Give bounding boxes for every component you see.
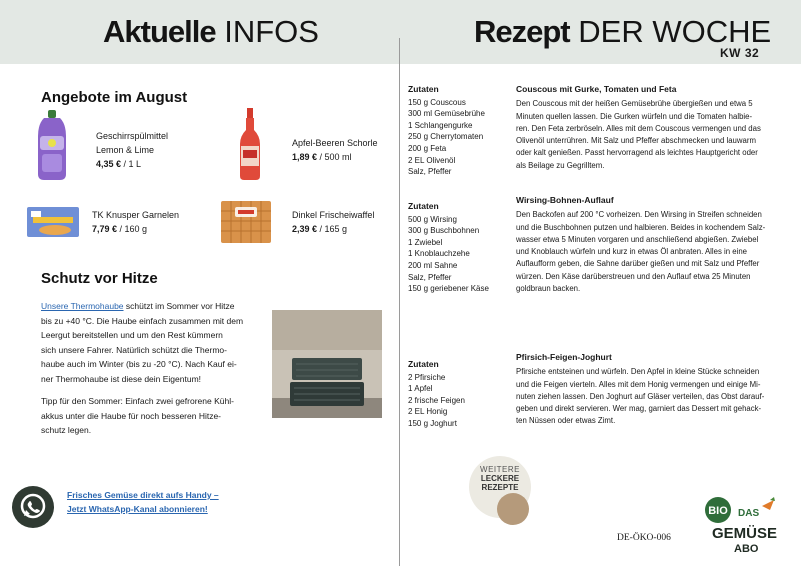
more-recipes-photo bbox=[497, 493, 529, 525]
ingredients-list: Zutaten 2 Pfirsiche 1 Apfel 2 frische Feigen 2 EL Honig 150 g Joghurt bbox=[408, 359, 465, 428]
das-gemuese-abo-logo bbox=[704, 496, 786, 556]
heat-title: Schutz vor Hitze bbox=[41, 270, 158, 287]
svg-text:ABO: ABO bbox=[734, 543, 759, 555]
offer-name: Geschirrspülmittel bbox=[96, 131, 169, 141]
recipe-text: Couscous mit Gurke, Tomaten und Feta Den Couscous mit der heißen Gemüsebrühe übergießen und etwa 5 Minuten quellen lassen. Die Gurken würfeln und die Tomaten halbie- ren. Den Feta zerbröseln. Alles mit dem Couscous vermengen und das Olivenöl unterrühren. Mit Salz und Pfeffer abschmecken und lauwarm oder kalt genießen. Passt hervorragend als leichtes Hauptgericht oder als Beilage zu Gegrilltem. bbox=[516, 83, 792, 172]
offers-title: Angebote im August bbox=[41, 89, 188, 106]
eco-control-code: DE-ÖKO-006 bbox=[617, 533, 671, 543]
header-band bbox=[0, 0, 801, 64]
recipe-title: Couscous mit Gurke, Tomaten und Feta bbox=[516, 84, 677, 94]
svg-text:GEMÜSE: GEMÜSE bbox=[712, 525, 778, 542]
whatsapp-icon[interactable] bbox=[12, 486, 54, 528]
dish-soap-image bbox=[36, 110, 68, 180]
ingredients-list: Zutaten 150 g Couscous 300 ml Gemüsebrühe 1 Schlangengurke 250 g Cherrytomaten 200 g Feta 2 EL Olivenöl Salz, Pfeffer bbox=[408, 84, 485, 177]
recipe-title: Wirsing-Bohnen-Auflauf bbox=[516, 195, 614, 205]
ingredients-list: Zutaten 500 g Wirsing 300 g Buschbohnen 1 Zwiebel 1 Knoblauchzehe 200 ml Sahne Salz, Pfeffer 150 g geriebener Käse bbox=[408, 201, 489, 294]
offer-name-2: Lemon & Lime bbox=[96, 145, 155, 155]
shrimp-box-image bbox=[27, 205, 79, 239]
heat-paragraph: Unsere Thermohaube schützt im Sommer vor Hitze bis zu +40 °C. Die Haube einfach zusammen mit dem Leergut bereitstellen und um den Rest kümmern sich unsere Fahrer. Natürlich schützt die Thermo- haube auch im Winter (bis zu -20 °C). Nach Kauf ei- ner Thermohaube ist diese dein Eigentum! bbox=[41, 301, 244, 384]
offer-item bbox=[292, 208, 374, 236]
recipe-text: Wirsing-Bohnen-Auflauf Den Backofen auf 200 °C vorheizen. Den Wirsing in Streifen schneiden und die Buschbohnen putzen und halbieren. Beides in kochendem Salz- wasser etwa 5 Minuten vorgaren und anschließend abgießen. Zwiebel und Knoblauch würfeln und kurz in etwas Öl anbraten. Alles in eine Auflaufform geben, die Sahne darüber gießen und mit Salz und Pfeffer würzen. Den Käse darüberstreuen und den Auflauf etwa 25 Minuten goldbraun backen. bbox=[516, 194, 792, 295]
right-heading: Rezept DER WOCHE bbox=[474, 14, 772, 49]
thermohaube-link[interactable]: Unsere Thermohaube bbox=[41, 301, 124, 311]
offer-name: Apfel-Beeren Schorle bbox=[292, 138, 378, 148]
week-label: KW 32 bbox=[720, 46, 760, 60]
whatsapp-glyph-icon bbox=[12, 486, 54, 528]
column-divider bbox=[399, 38, 400, 566]
thermohaube-photo bbox=[272, 310, 382, 418]
offer-price: 7,79 € / 160 g bbox=[92, 224, 148, 234]
svg-text:DAS: DAS bbox=[738, 508, 760, 519]
offer-name: Dinkel Frischeiwaffel bbox=[292, 210, 375, 220]
waffle-image bbox=[221, 201, 271, 243]
svg-text:BIO: BIO bbox=[708, 505, 728, 517]
whatsapp-link[interactable]: Frisches Gemüse direkt aufs Handy – Jetzt WhatsApp-Kanal abonnieren! bbox=[67, 490, 219, 514]
offer-name: TK Knusper Garnelen bbox=[92, 210, 180, 220]
offer-item bbox=[96, 129, 168, 171]
offer-price: 1,89 € / 500 ml bbox=[292, 152, 352, 162]
recipe-text: Pfirsich-Feigen-Joghurt Pfirsiche entsteinen und würfeln. Den Apfel in kleine Stücke schneiden und die Feigen vierteln. Alles mit dem Honig vermengen und einige Mi- nuten ziehen lassen. Den Joghurt auf Gläser verteilen, das Obst darauf- geben und direkt servieren. Wer mag, garniert das Dessert mit gehack- ten Nüssen oder etwas Zimt. bbox=[516, 351, 792, 428]
more-recipes-label[interactable]: WEITERE LECKERE REZEPTE bbox=[480, 465, 520, 492]
offer-price: 2,39 € / 165 g bbox=[292, 224, 348, 234]
juice-bottle-image bbox=[238, 108, 262, 182]
left-heading: Aktuelle INFOS bbox=[103, 14, 319, 49]
offer-price: 4,35 € / 1 L bbox=[96, 159, 142, 169]
offer-item bbox=[92, 208, 179, 236]
recipe-title: Pfirsich-Feigen-Joghurt bbox=[516, 352, 612, 362]
offer-item bbox=[292, 136, 378, 164]
heat-tip-paragraph: Tipp für den Sommer: Einfach zwei gefrorene Kühl- akkus unter die Haube für noch besseren Hitze- schutz legen. bbox=[41, 396, 234, 436]
